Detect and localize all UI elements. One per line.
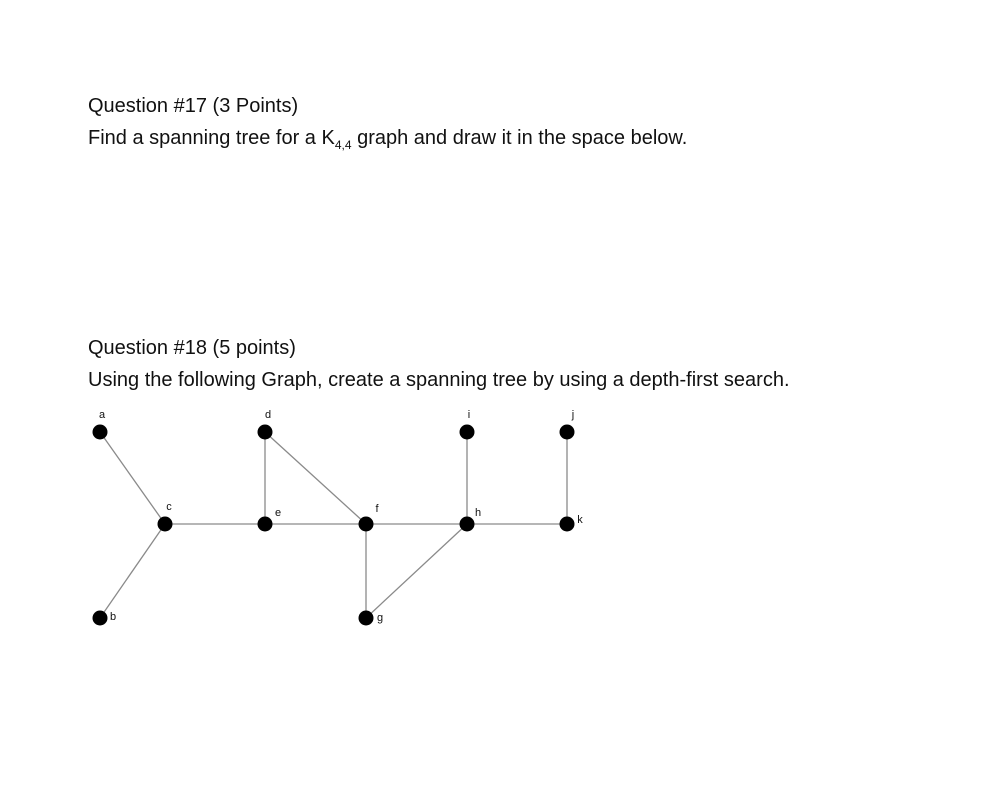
question-18-prompt: Using the following Graph, create a spanning tree by using a depth-first search. [88, 369, 790, 391]
graph-nodes [93, 425, 575, 626]
graph-node-label-c: c [166, 501, 172, 513]
graph-node-g [359, 611, 374, 626]
graph-node-c [158, 517, 173, 532]
graph-node-labels [99, 409, 583, 624]
question-17-title: Question #17 (3 Points) [88, 95, 299, 117]
graph-node-a [93, 425, 108, 440]
graph-node-j [560, 425, 575, 440]
graph-node-label-j: j [571, 409, 575, 421]
graph-node-d [258, 425, 273, 440]
graph-node-label-k: k [577, 514, 583, 526]
graph-node-i [460, 425, 475, 440]
graph-node-h [460, 517, 475, 532]
graph-node-label-a: a [98, 409, 106, 421]
graph-node-f [359, 517, 374, 532]
graph-node-label-g: g [376, 612, 384, 624]
question-18-title: Question #18 (5 points) [88, 337, 296, 359]
graph-node-label-b: b [109, 611, 117, 623]
graph-node-label-i: i [467, 409, 471, 421]
graph-edge-g-h [366, 524, 467, 618]
graph-node-label-h: h [474, 507, 482, 519]
question-17-prompt-start: Find a spanning tree for a K [88, 127, 335, 149]
graph-node-label-f: f [375, 503, 379, 515]
graph-node-b [93, 611, 108, 626]
question-17-prompt-end: graph and draw it in the space below. [351, 127, 688, 149]
graph-edge-a-c [100, 432, 165, 524]
graph-node-label-d: d [264, 409, 272, 421]
graph-node-e [258, 517, 273, 532]
graph-node-label-e: e [274, 507, 282, 519]
graph-node-k [560, 517, 575, 532]
k44-subscript: 4,4 [334, 138, 352, 152]
graph-edge-b-c [100, 524, 165, 618]
